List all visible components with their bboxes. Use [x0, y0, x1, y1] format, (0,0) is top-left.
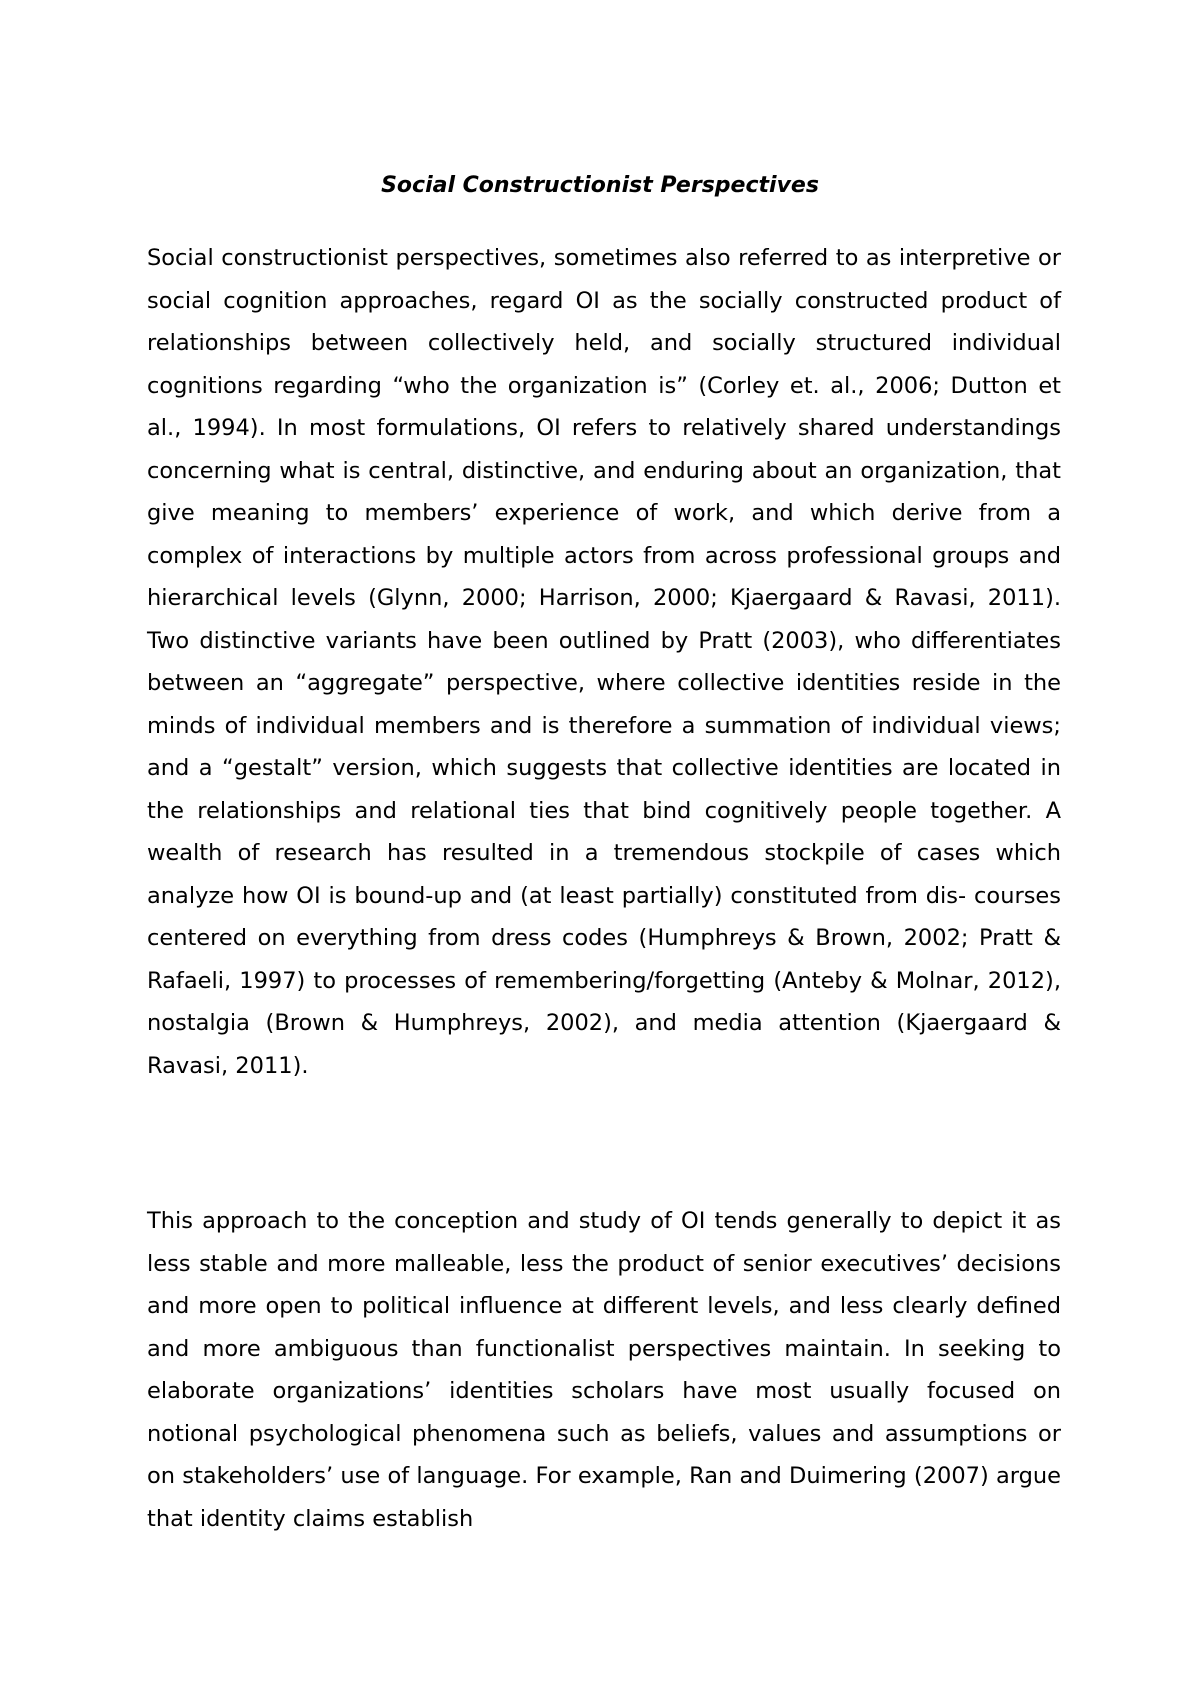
paragraph-2: This approach to the conception and study of OI tends generally to depict it as less stable and more malleable, less the product of senior executives’ decisions and more open to political influence at different levels, and less clearly defined and more ambiguous than functionalist perspectives maintain. In seeking to elaborate organizations’ identities scholars have most usually focused on notional psychological phenomena such as beliefs, values and assumptions or on stakeholders’ use of language. For example, Ran and Duimering (2007) argue that identity claims establish — [147, 1208, 1061, 1532]
paragraph-1: Social constructionist perspectives, sometimes also referred to as interpretive or social cognition approaches, regard OI as the socially constructed product of relationships between collectively held, and socially structured individual cognitions regarding “who the organization is” (Corley et. al., 2006; Dutton et al., 1994). In most formulations, OI refers to relatively shared understandings concerning what is central, distinctive, and enduring about an organization, that give meaning to members’ experience of work, and which derive from a complex of interactions by multiple actors from across professional groups and hierarchical levels (Glynn, 2000; Harrison, 2000; Kjaergaard & Ravasi, 2011). Two distinctive variants have been outlined by Pratt (2003), who differentiates between an “aggregate” perspective, where collective identities reside in the minds of individual members and is therefore a summation of individual views; and a “gestalt” version, which suggests that collective identities are located in the relationships and relational ties that bind cognitively people together. A wealth of research has resulted in a tremendous stockpile of cases which analyze how OI is bound-up and (at least partially) constituted from dis- courses centered on everything from dress codes (Humphreys & Brown, 2002; Pratt & Rafaeli, 1997) to processes of remembering/forgetting (Anteby & Molnar, 2012), nostalgia (Brown & Humphreys, 2002), and media attention (Kjaergaard & Ravasi, 2011). — [147, 245, 1061, 1079]
section-title: Social Constructionist Perspectives — [381, 173, 819, 198]
